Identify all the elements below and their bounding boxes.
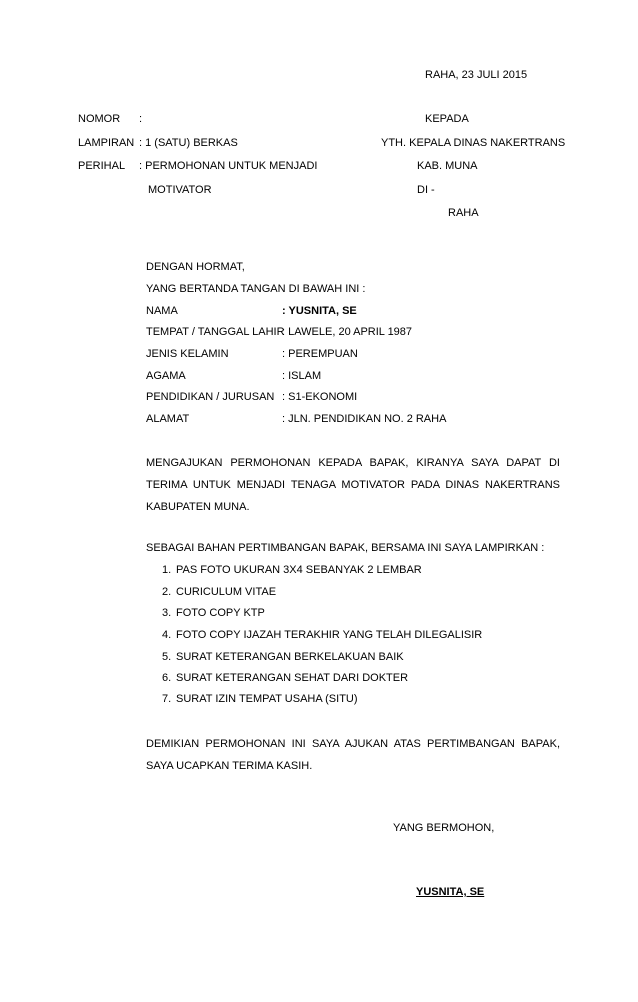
attachment-number: 3. xyxy=(162,607,172,619)
lampiran-value: : 1 (SATU) BERKAS xyxy=(139,137,238,149)
attachment-item xyxy=(162,608,265,619)
attachment-text: FOTO COPY IJAZAH TERAKHIR YANG TELAH DILEGALISIR xyxy=(176,629,483,641)
identity-label: NAMA xyxy=(146,305,178,317)
nomor-label: NOMOR xyxy=(78,113,121,125)
signoff: YANG BERMOHON, xyxy=(393,822,495,834)
attachment-text: SURAT KETERANGAN BERKELAKUAN BAIK xyxy=(176,651,404,663)
lampiran-label: LAMPIRAN xyxy=(78,137,135,149)
greeting: DENGAN HORMAT, xyxy=(146,261,245,273)
identity-value: : S1-EKONOMI xyxy=(282,391,358,403)
identity-label: JENIS KELAMIN xyxy=(146,348,229,360)
attachment-text: SURAT IZIN TEMPAT USAHA (SITU) xyxy=(176,693,358,705)
recipient-kepada: KEPADA xyxy=(425,113,469,125)
identity-value: : LAWELE, 20 APRIL 1987 xyxy=(282,326,413,338)
attachment-number: 4. xyxy=(162,629,172,641)
attachment-text: CURICULUM VITAE xyxy=(176,586,277,598)
identity-value: : JLN. PENDIDIKAN NO. 2 RAHA xyxy=(282,413,447,425)
nomor-separator: : xyxy=(139,113,143,125)
identity-value: : YUSNITA, SE xyxy=(282,305,357,317)
request-paragraph: MENGAJUKAN PERMOHONAN KEPADA BAPAK, KIRANYA SAYA DAPAT DI TERIMA UNTUK MENJADI TENAGA MOTIVATOR PADA DINAS NAKERTRANS KABUPATEN MUNA. xyxy=(146,457,560,513)
attachment-number: 2. xyxy=(162,586,172,598)
recipient-regency: KAB. MUNA xyxy=(417,160,478,172)
identity-label: TEMPAT / TANGGAL LAHIR xyxy=(146,326,285,338)
attachment-item xyxy=(162,630,482,641)
recipient-city: RAHA xyxy=(448,207,479,219)
attachment-item xyxy=(162,673,408,684)
attachment-text: PAS FOTO UKURAN 3X4 SEBANYAK 2 LEMBAR xyxy=(176,564,422,576)
recipient-di: DI - xyxy=(417,184,435,196)
attachment-text: SURAT KETERANGAN SEHAT DARI DOKTER xyxy=(176,672,409,684)
recipient-title: YTH. KEPALA DINAS NAKERTRANS xyxy=(381,137,566,149)
identity-label: AGAMA xyxy=(146,370,186,382)
perihal-label: PERIHAL xyxy=(78,160,126,172)
closing-paragraph: DEMIKIAN PERMOHONAN INI SAYA AJUKAN ATAS PERTIMBANGAN BAPAK, SAYA UCAPKAN TERIMA KASIH. xyxy=(146,738,560,772)
perihal-value: : PERMOHONAN UNTUK MENJADI xyxy=(139,160,318,172)
attachment-item xyxy=(162,652,404,663)
attachment-number: 6. xyxy=(162,672,172,684)
attachments-intro: SEBAGAI BAHAN PERTIMBANGAN BAPAK, BERSAMA INI SAYA LAMPIRKAN : xyxy=(146,542,545,554)
perihal-value-continued: MOTIVATOR xyxy=(148,184,212,196)
letter-date: RAHA, 23 JULI 2015 xyxy=(425,69,528,81)
attachment-item xyxy=(162,565,422,576)
attachment-number: 1. xyxy=(162,564,172,576)
attachment-item xyxy=(162,587,276,598)
attachment-item xyxy=(162,694,358,705)
attachment-text: FOTO COPY KTP xyxy=(176,607,265,619)
attachment-number: 5. xyxy=(162,651,172,663)
signature-name: YUSNITA, SE xyxy=(416,886,485,898)
identity-value: : ISLAM xyxy=(282,370,322,382)
identity-value: : PEREMPUAN xyxy=(282,348,358,360)
identity-label: PENDIDIKAN / JURUSAN xyxy=(146,391,275,403)
identity-label: ALAMAT xyxy=(146,413,190,425)
attachment-number: 7. xyxy=(162,693,172,705)
intro-line: YANG BERTANDA TANGAN DI BAWAH INI : xyxy=(146,283,366,295)
